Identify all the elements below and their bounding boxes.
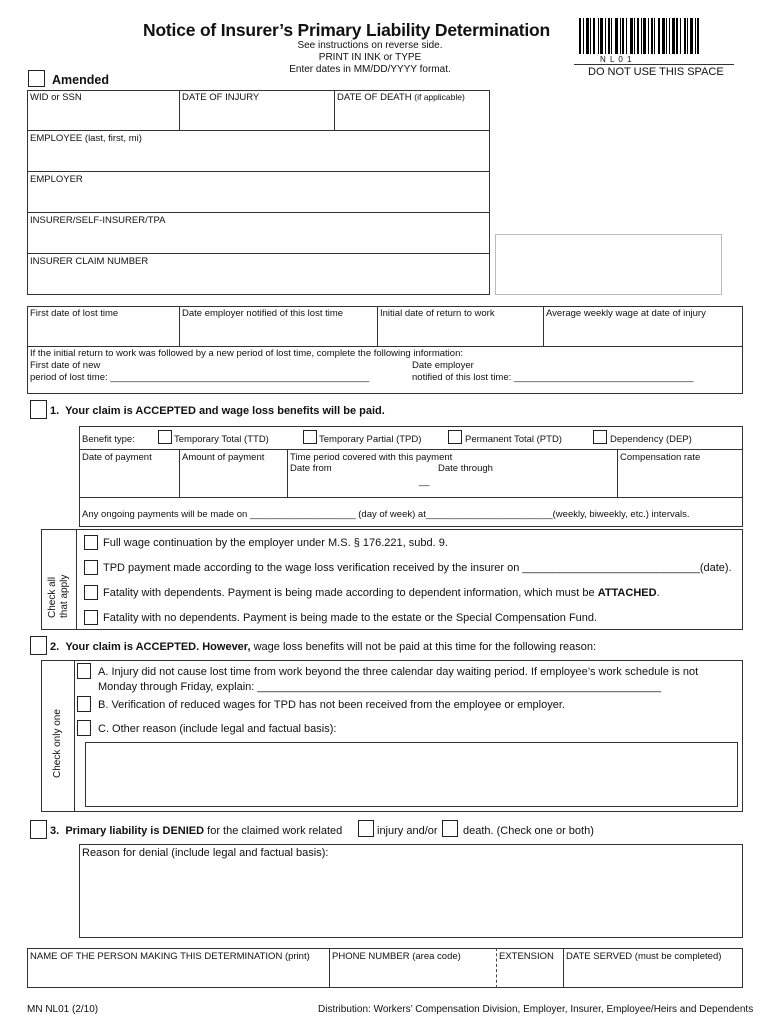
form-id: MN NL01 (2/10) [27, 1004, 99, 1015]
determiner-name-input[interactable] [28, 963, 328, 987]
barcode-code: N L 0 1 [600, 55, 633, 64]
injury-checkbox[interactable] [358, 820, 374, 837]
time-period-label: Time period covered with this payment [290, 452, 453, 463]
reason-a-checkbox[interactable] [77, 663, 91, 679]
date-employer-new-line[interactable]: notified of this lost time: __________________________________ [412, 372, 694, 383]
check-only-one-label: Check only one [52, 709, 63, 778]
first-date-lost-time-input[interactable] [28, 320, 178, 345]
date-served-input[interactable] [565, 963, 742, 987]
death-checkbox[interactable] [442, 820, 458, 837]
amended-checkbox[interactable] [28, 70, 45, 87]
extension-input[interactable] [498, 963, 562, 987]
instruction-line: See instructions on reverse side. [297, 40, 443, 51]
employee-input[interactable] [28, 145, 488, 170]
do-not-use-label: DO NOT USE THIS SPACE [588, 66, 724, 78]
determiner-name-label: NAME OF THE PERSON MAKING THIS DETERMINATION (print) [30, 951, 310, 962]
claim-number-input[interactable] [28, 268, 488, 294]
ptd-checkbox[interactable] [448, 430, 462, 444]
tpd-label: Temporary Partial (TPD) [319, 434, 422, 445]
return-date-input[interactable] [379, 320, 542, 345]
reason-c-label: C. Other reason (include legal and factual basis): [98, 723, 337, 735]
date-of-death-label: DATE OF DEATH (if applicable) [337, 92, 465, 103]
dep-label: Dependency (DEP) [610, 434, 692, 445]
employer-input[interactable] [28, 186, 488, 211]
distribution-note: Distribution: Workers’ Compensation Division, Employer, Insurer, Employee/Heirs and Dependents [318, 1004, 754, 1015]
tpd-payment-label: TPD payment made according to the wage loss verification received by the insurer on _____________________________(date). [103, 562, 732, 574]
avg-wage-label: Average weekly wage at date of injury [546, 308, 706, 319]
wid-field-label: WID or SSN [30, 92, 82, 103]
wid-input[interactable] [28, 103, 178, 129]
section3-heading: 3. Primary liability is DENIED for the claimed work related [50, 825, 343, 837]
date-of-injury-label: DATE OF INJURY [182, 92, 260, 103]
date-dash: __ [419, 476, 430, 487]
date-of-payment-label: Date of payment [82, 452, 152, 463]
reason-a-label: A. Injury did not cause lost time from work beyond the three calendar day waiting period. If employee’s work schedule is not [98, 666, 699, 678]
reason-c-checkbox[interactable] [77, 720, 91, 736]
comp-rate-input[interactable] [619, 463, 742, 496]
date-of-payment-input[interactable] [80, 463, 178, 496]
first-date-new-line[interactable]: period of lost time: _________________________________________________ [30, 372, 370, 383]
ttd-label: Temporary Total (TTD) [174, 434, 269, 445]
claim-number-label: INSURER CLAIM NUMBER [30, 256, 149, 267]
date-employer-notified-input[interactable] [181, 320, 376, 345]
section1-checkbox[interactable] [30, 400, 47, 419]
phone-input[interactable] [331, 963, 495, 987]
insurer-label: INSURER/SELF-INSURER/TPA [30, 215, 166, 226]
insurer-input[interactable] [28, 227, 488, 252]
amended-label: Amended [52, 73, 109, 87]
date-through-label: Date through [438, 463, 493, 474]
avg-wage-input[interactable] [545, 320, 742, 345]
amount-of-payment-label: Amount of payment [182, 452, 265, 463]
time-period-input[interactable] [289, 475, 616, 496]
header-instructions [270, 40, 470, 76]
date-served-label: DATE SERVED (must be completed) [566, 951, 722, 962]
return-date-label: Initial date of return to work [380, 308, 495, 319]
tpd-checkbox[interactable] [303, 430, 317, 444]
date-employer-notified-label: Date employer notified of this lost time [182, 308, 344, 319]
dep-checkbox[interactable] [593, 430, 607, 444]
section1-heading: 1. Your claim is ACCEPTED and wage loss benefits will be paid. [50, 405, 385, 417]
new-period-intro: If the initial return to work was followed by a new period of lost time, complete the following information: [30, 348, 463, 359]
full-wage-checkbox[interactable] [84, 535, 98, 550]
phone-label: PHONE NUMBER (area code) [332, 951, 461, 962]
reason-b-label: B. Verification of reduced wages for TPD has not been received from the employee or employer. [98, 699, 565, 711]
barcode [579, 18, 731, 54]
death-label: death. (Check one or both) [463, 825, 594, 837]
ttd-checkbox[interactable] [158, 430, 172, 444]
extension-label: EXTENSION [499, 951, 554, 962]
check-all-label: Check all that apply [47, 574, 70, 618]
fatality-no-dependents-checkbox[interactable] [84, 610, 98, 625]
employer-label: EMPLOYER [30, 174, 83, 185]
denial-reason-label: Reason for denial (include legal and factual basis): [82, 847, 329, 859]
full-wage-label: Full wage continuation by the employer under M.S. § 176.221, subd. 9. [103, 537, 448, 549]
date-of-injury-input[interactable] [181, 103, 333, 129]
date-from-label: Date from [290, 463, 332, 474]
fatality-dependents-checkbox[interactable] [84, 585, 98, 600]
date-of-death-input[interactable] [336, 103, 488, 129]
address-window [495, 234, 722, 295]
instruction-line: Enter dates in MM/DD/YYYY format. [289, 64, 451, 75]
reason-b-checkbox[interactable] [77, 696, 91, 712]
first-date-new-label: First date of new [30, 360, 101, 371]
employee-label: EMPLOYEE (last, first, mi) [30, 133, 142, 144]
instruction-line: PRINT IN INK or TYPE [318, 52, 422, 63]
comp-rate-label: Compensation rate [620, 452, 701, 463]
benefit-type-label: Benefit type: [82, 434, 135, 445]
ptd-label: Permanent Total (PTD) [465, 434, 562, 445]
amount-of-payment-input[interactable] [181, 463, 286, 496]
ongoing-payments-line[interactable]: Any ongoing payments will be made on ____________________ (day of week) at________________________(weekly, biweekly, etc.) intervals. [82, 509, 690, 520]
fatality-no-dependents-label: Fatality with no dependents. Payment is being made to the estate or the Special Compensation Fund. [103, 612, 598, 624]
injury-label: injury and/or [377, 825, 438, 837]
first-date-lost-time-label: First date of lost time [30, 308, 119, 319]
form-title: Notice of Insurer’s Primary Liability Determination [143, 20, 550, 40]
fatality-dependents-label: Fatality with dependents. Payment is being made according to dependent information, which must be ATTACHED. [103, 587, 660, 599]
other-reason-textarea[interactable] [85, 742, 738, 807]
date-employer-new-label: Date employer [412, 360, 474, 371]
tpd-payment-checkbox[interactable] [84, 560, 98, 575]
section2-checkbox[interactable] [30, 636, 47, 655]
reason-a-explain-line[interactable]: Monday through Friday, explain: __________________________________________________________________ [98, 681, 662, 693]
section3-checkbox[interactable] [30, 820, 47, 839]
section2-heading: 2. Your claim is ACCEPTED. However, wage loss benefits will not be paid at this time for the following reason: [50, 641, 597, 653]
